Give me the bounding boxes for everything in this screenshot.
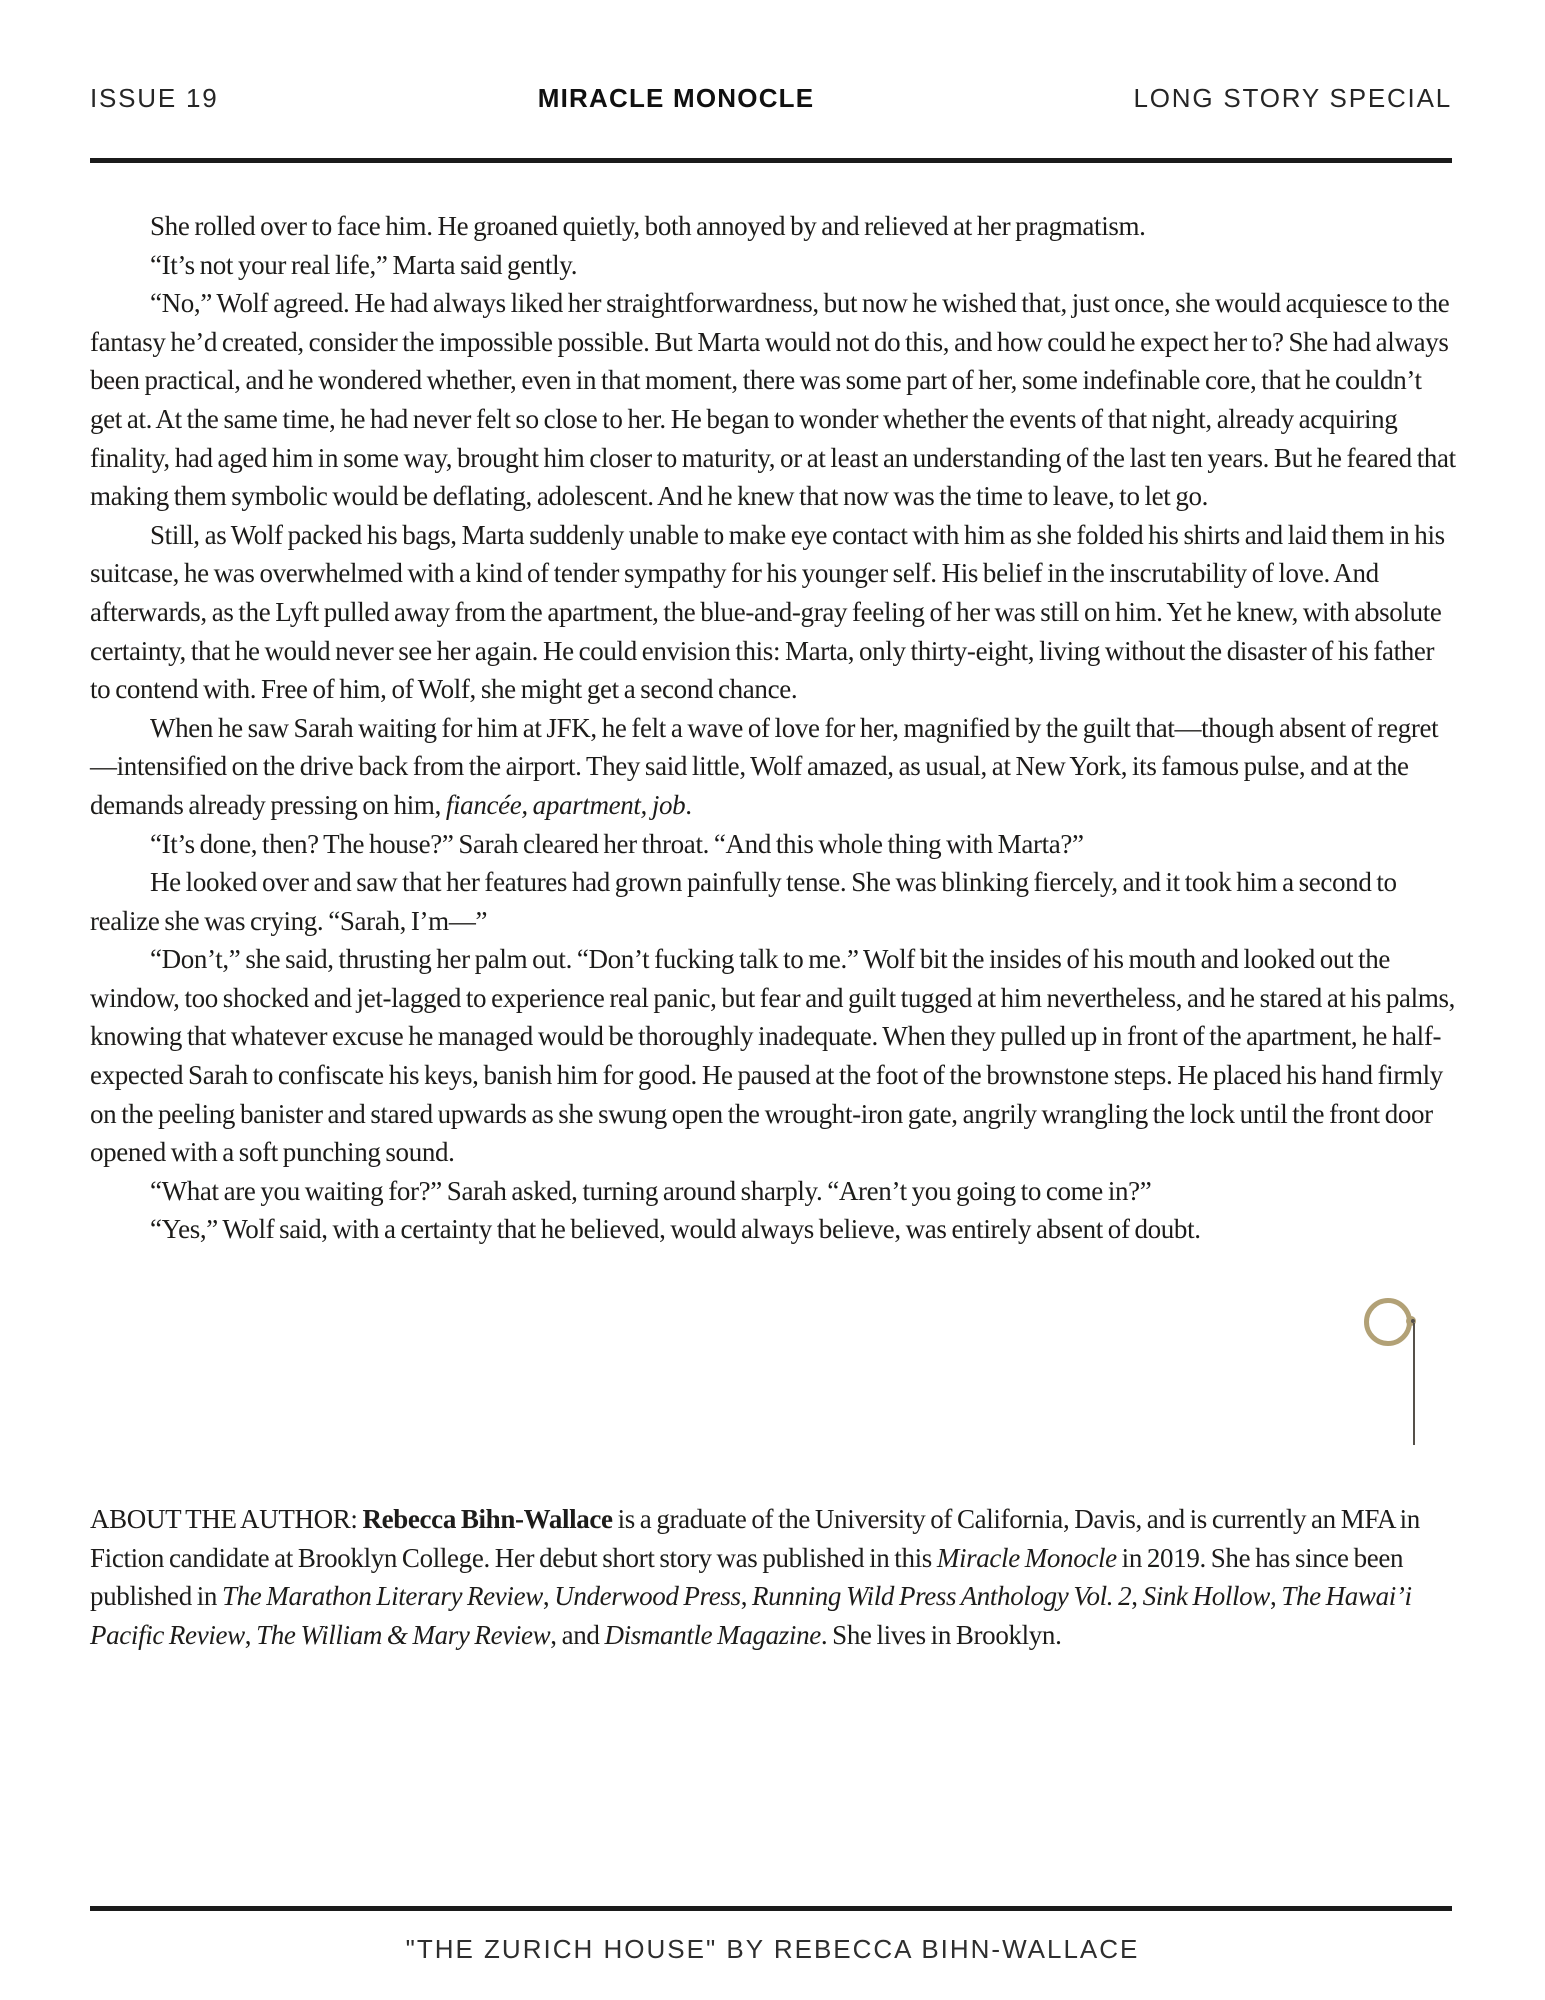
monocle-handle <box>1413 1323 1415 1445</box>
monocle-ring <box>1364 1298 1412 1346</box>
edition-label: LONG STORY SPECIAL <box>1133 83 1452 113</box>
story-text <box>90 207 1456 1249</box>
issue-label: ISSUE 19 <box>90 83 219 113</box>
about-the-author-section <box>90 1500 1456 1654</box>
story-paragraph: When he saw Sarah waiting for him at JFK, he felt a wave of love for her, magnified by the guilt that—though absent of regret—intensified on the drive back from the airport. They said little, Wolf amazed, as usual, at New York, its famous pulse, and at the demands already pressing on him, fiancée, apartment, job. <box>90 712 1439 820</box>
masthead <box>90 83 1452 114</box>
story-paragraph: “What are you waiting for?” Sarah asked, turning around sharply. “Aren’t you going to come in?” <box>150 1175 1152 1206</box>
footer <box>0 1934 1545 1965</box>
story-paragraph: “It’s not your real life,” Marta said gently. <box>150 249 578 280</box>
header-rule <box>90 158 1452 163</box>
footer-rule <box>90 1906 1452 1911</box>
story-paragraph: “Yes,” Wolf said, with a certainty that he believed, would always believe, was entirely absent of doubt. <box>150 1214 1201 1245</box>
story-paragraph: “Don’t,” she said, thrusting her palm out. “Don’t fucking talk to me.” Wolf bit the insides of his mouth and looked out the window, too shocked and jet-lagged to experience real panic, but fear and guilt tugged at him nevertheless, and he stared at his palms, knowing that whatever excuse he managed would be thoroughly inadequate. When they pulled up in front of the apartment, he half-expected Sarah to confiscate his keys, banish him for good. He paused at the foot of the brownstone steps. He placed his hand firmly on the peeling banister and stared upwards as she swung open the wrought-iron gate, angrily wrangling the lock until the front door opened with a soft punching sound. <box>90 944 1456 1168</box>
story-paragraph: “It’s done, then? The house?” Sarah cleared her throat. “And this whole thing with Marta?” <box>150 828 1084 859</box>
story-paragraph: She rolled over to face him. He groaned quietly, both annoyed by and relieved at her pragmatism. <box>150 211 1146 241</box>
story-paragraph: He looked over and saw that her features had grown painfully tense. She was blinking fiercely, and it took him a second to realize she was crying. “Sarah, I’m—” <box>90 867 1397 936</box>
story-paragraph: “No,” Wolf agreed. He had always liked her straightforwardness, but now he wished that, just once, she would acquiesce to the fantasy he’d created, consider the impossible possible. But Marta would not do this, and how could he expect her to? She had always been practical, and he wondered whether, even in that moment, there was some part of her, some indefinable core, that he couldn’t get at. At the same time, he had never felt so close to her. He began to wonder whether the events of that night, already acquiring finality, had aged him in some way, brought him closer to maturity, or at least an understanding of the last ten years. But he feared that making them symbolic would be deflating, adolescent. And he knew that now was the time to leave, to let go. <box>90 288 1456 512</box>
story-paragraph: Still, as Wolf packed his bags, Marta suddenly unable to make eye contact with him as she folded his shirts and laid them in his suitcase, he was overwhelmed with a kind of tender sympathy for his younger self. His belief in the inscrutability of love. And afterwards, as the Lyft pulled away from the apartment, the blue-and-gray feeling of her was still on him. Yet he knew, with absolute certainty, that he would never see her again. He could envision this: Marta, only thirty-eight, living without the disaster of his father to contend with. Free of him, of Wolf, she might get a second chance. <box>90 519 1445 705</box>
about-paragraph: ABOUT THE AUTHOR: Rebecca Bihn-Wallace is a graduate of the University of California, Davis, and is currently an MFA in Fiction candidate at Brooklyn College. Her debut short story was published in this Miracle Monocle in 2019. She has since been published in The Marathon Literary Review, Underwood Press, Running Wild Press Anthology Vol. 2, Sink Hollow, The Hawai’i Pacific Review, The William & Mary Review, and Dismantle Magazine. She lives in Brooklyn. <box>90 1504 1420 1650</box>
story-title-byline: "THE ZURICH HOUSE" BY REBECCA BIHN-WALLACE <box>405 1934 1140 1964</box>
magazine-title: MIRACLE MONOCLE <box>537 83 815 113</box>
